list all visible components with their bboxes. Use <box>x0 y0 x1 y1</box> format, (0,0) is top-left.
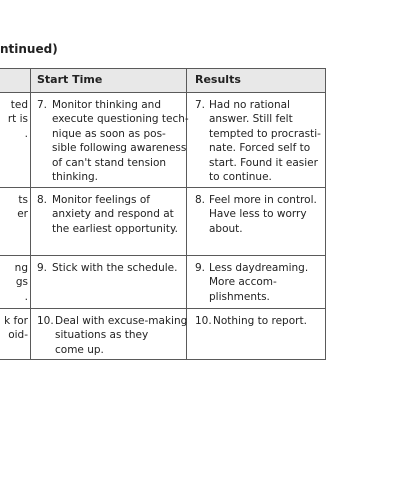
header-results: Results <box>195 73 241 86</box>
item-text: Had no rational answer. Still felt tempted to procrasti- nate. Forced self to start. Found it easier to continue. <box>209 99 321 184</box>
item-text: Stick with the schedule. <box>52 262 178 274</box>
results-cell <box>195 98 321 184</box>
table-rule <box>0 308 326 309</box>
start-time-cell <box>37 314 187 357</box>
item-number: 10. <box>195 315 212 327</box>
results-cell <box>195 314 307 328</box>
table-rule <box>0 255 326 256</box>
results-cell <box>195 193 317 236</box>
item-number: 9. <box>37 262 48 274</box>
table-rule <box>0 187 326 188</box>
item-number: 9. <box>195 262 206 274</box>
results-table <box>0 68 326 360</box>
table-rule <box>0 68 326 69</box>
column-divider <box>325 68 326 360</box>
left-column-fragment: ted rt is . <box>7 99 28 140</box>
item-text: Less daydreaming. More accom- plishments. <box>209 262 309 303</box>
column-divider <box>30 68 31 360</box>
table-rule <box>0 359 326 360</box>
item-number: 7. <box>195 99 206 111</box>
item-number: 8. <box>195 194 206 206</box>
start-time-cell <box>37 261 177 275</box>
item-text: Feel more in control. Have less to worry about. <box>209 194 317 235</box>
item-text: Monitor feelings of anxiety and respond at the earliest opportunity. <box>52 194 179 235</box>
table-rule <box>0 92 326 93</box>
item-number: 7. <box>37 99 48 111</box>
start-time-cell <box>37 98 189 184</box>
left-column-fragment: ts er <box>17 194 28 221</box>
table-heading: ntinued) <box>0 42 58 56</box>
item-text: Monitor thinking and execute questioning tech- nique as soon as pos- sible following awareness of can't stand tension thinking. <box>52 99 189 184</box>
start-time-cell <box>37 193 178 236</box>
results-cell <box>195 261 308 304</box>
item-text: Nothing to report. <box>213 315 307 327</box>
left-column-fragment: k for oid- <box>4 315 28 342</box>
left-column-fragment: ng gs . <box>14 262 28 303</box>
item-number: 10. <box>37 315 54 327</box>
item-number: 8. <box>37 194 48 206</box>
header-start-time: Start Time <box>37 73 103 86</box>
item-text: Deal with excuse-making situations as they come up. <box>55 315 188 356</box>
